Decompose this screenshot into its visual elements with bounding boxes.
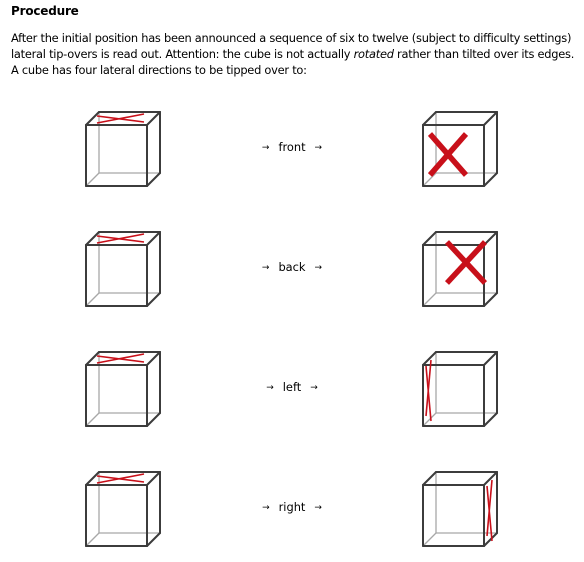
arrow-icon: → xyxy=(261,263,270,273)
cube-edge xyxy=(423,352,436,365)
cube-edge xyxy=(147,293,160,306)
direction-label-front xyxy=(230,140,354,156)
cube-edge xyxy=(423,232,436,245)
arrow-icon: → xyxy=(314,503,322,513)
arrow-icon: → xyxy=(261,143,270,153)
hidden-edge xyxy=(86,173,99,186)
direction-text-left: left xyxy=(282,380,302,394)
cube-edge xyxy=(147,413,160,426)
cube-after-back xyxy=(415,224,505,314)
cube-before-right xyxy=(78,464,168,554)
direction-label-right xyxy=(230,500,354,516)
intro-paragraph xyxy=(11,30,577,78)
tip-over-row-left xyxy=(0,344,584,434)
cross-mark xyxy=(97,474,144,483)
page-title: Procedure xyxy=(11,4,79,18)
intro-text-start: After the initial position has been announced a sequence of six to twelve (subject to difficulty settings) lateral tip-overs is read out. Attention: the cube is not actually xyxy=(11,31,572,61)
cross-mark xyxy=(97,114,144,123)
cube-edge xyxy=(423,112,436,125)
arrow-icon: → xyxy=(314,263,323,273)
cross-mark xyxy=(487,480,492,541)
tip-over-row-front xyxy=(0,104,584,194)
cube-edge xyxy=(484,293,497,306)
arrow-icon: → xyxy=(310,383,318,393)
hidden-edge xyxy=(86,293,99,306)
cube-edge xyxy=(484,173,497,186)
cube-after-left xyxy=(415,344,505,434)
direction-text-front: front xyxy=(278,140,306,154)
cross-mark xyxy=(97,234,144,243)
tip-over-row-back xyxy=(0,224,584,314)
cube-edge xyxy=(147,472,160,485)
intro-text-end: rather than tilted over its edges. A cube has four lateral directions to be tipped over to: xyxy=(11,47,575,77)
cross-mark xyxy=(447,242,485,283)
hidden-edge xyxy=(86,413,99,426)
cross-mark xyxy=(426,360,431,421)
cube-before-left xyxy=(78,344,168,434)
cube-after-front xyxy=(415,104,505,194)
hidden-edge xyxy=(423,413,436,426)
direction-text-back: back xyxy=(278,260,306,274)
direction-label-back xyxy=(230,260,354,276)
cube-edge xyxy=(423,472,436,485)
hidden-edge xyxy=(86,533,99,546)
cube-edge xyxy=(147,533,160,546)
cube-edge xyxy=(484,413,497,426)
hidden-edge xyxy=(423,173,436,186)
cube-edge xyxy=(484,533,497,546)
cube-edge xyxy=(147,173,160,186)
tip-over-row-right xyxy=(0,464,584,554)
cube-edge xyxy=(147,352,160,365)
direction-label-left xyxy=(230,380,354,396)
cube-edge xyxy=(484,112,497,125)
cube-edge xyxy=(147,232,160,245)
arrow-icon: → xyxy=(314,143,323,153)
cube-edge xyxy=(484,472,497,485)
cube-after-right xyxy=(415,464,505,554)
hidden-edge xyxy=(423,533,436,546)
cube-before-front xyxy=(78,104,168,194)
cube-before-back xyxy=(78,224,168,314)
cube-edge xyxy=(484,352,497,365)
cube-edge xyxy=(147,112,160,125)
intro-emphasis: rotated xyxy=(353,47,394,61)
hidden-edge xyxy=(423,293,436,306)
direction-text-right: right xyxy=(278,500,306,514)
arrow-icon: → xyxy=(262,503,270,513)
arrow-icon: → xyxy=(266,383,274,393)
cross-mark xyxy=(97,354,144,363)
